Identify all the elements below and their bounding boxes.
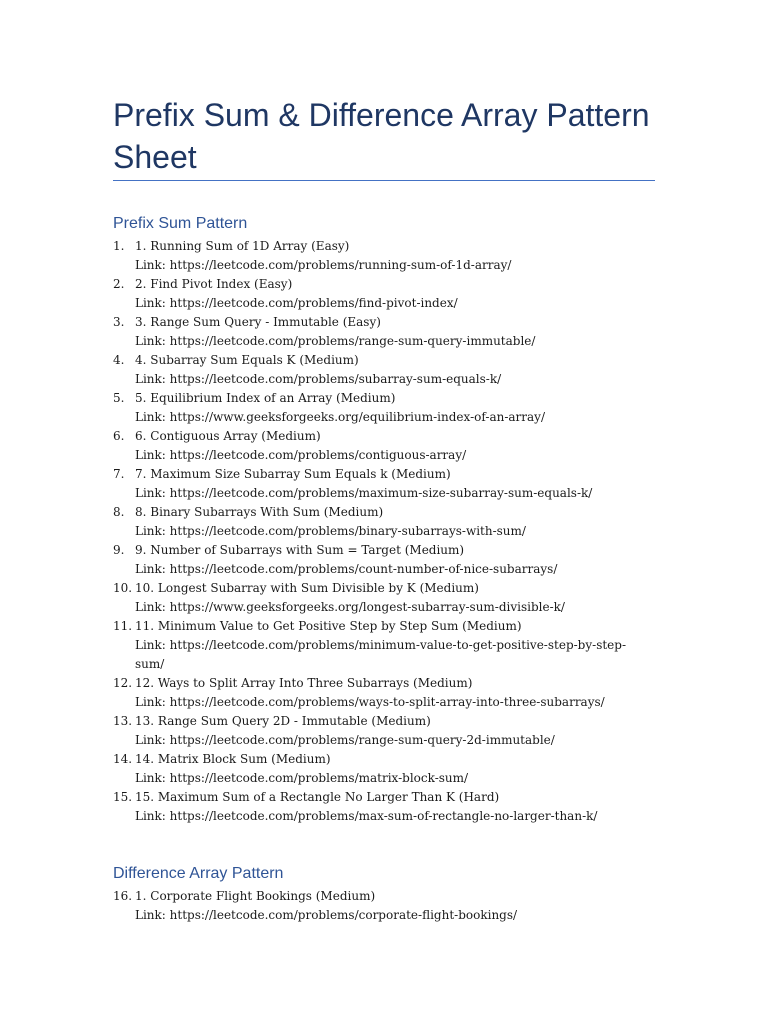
item-number: 12.	[113, 676, 133, 690]
item-body	[135, 750, 643, 788]
list-item	[113, 275, 643, 313]
problem-link[interactable]: Link: https://leetcode.com/problems/range-sum-query-2d-immutable/	[135, 733, 555, 747]
problem-title: 3. Range Sum Query - Immutable (Easy)	[135, 315, 381, 329]
item-body	[135, 237, 643, 275]
item-number: 2.	[113, 277, 125, 291]
problem-link[interactable]: Link: https://leetcode.com/problems/corporate-flight-bookings/	[135, 908, 518, 922]
item-body	[135, 541, 643, 579]
item-body	[135, 617, 643, 674]
list-item	[113, 503, 643, 541]
problem-title: 9. Number of Subarrays with Sum = Target (Medium)	[135, 543, 465, 557]
problem-link[interactable]: Link: https://leetcode.com/problems/ways-to-split-array-into-three-subarrays/	[135, 695, 605, 709]
title-divider	[113, 180, 655, 181]
problem-link[interactable]: Link: https://www.geeksforgeeks.org/longest-subarray-sum-divisible-k/	[135, 600, 565, 614]
item-number: 16.	[113, 889, 133, 903]
item-number: 8.	[113, 505, 125, 519]
problem-link[interactable]: Link: https://leetcode.com/problems/max-sum-of-rectangle-no-larger-than-k/	[135, 809, 598, 823]
item-number: 4.	[113, 353, 125, 367]
problem-link[interactable]: Link: https://leetcode.com/problems/count-number-of-nice-subarrays/	[135, 562, 558, 576]
item-body	[135, 389, 643, 427]
problem-title: 6. Contiguous Array (Medium)	[135, 429, 321, 443]
problem-link[interactable]: Link: https://www.geeksforgeeks.org/equilibrium-index-of-an-array/	[135, 410, 545, 424]
list-item	[113, 427, 643, 465]
problem-link[interactable]: Link: https://leetcode.com/problems/matrix-block-sum/	[135, 771, 469, 785]
item-number: 14.	[113, 752, 133, 766]
item-number: 15.	[113, 790, 133, 804]
list-item	[113, 541, 643, 579]
problem-title: 1. Corporate Flight Bookings (Medium)	[135, 889, 376, 903]
problem-link[interactable]: Link: https://leetcode.com/problems/binary-subarrays-with-sum/	[135, 524, 526, 538]
item-body	[135, 579, 643, 617]
problem-title: 15. Maximum Sum of a Rectangle No Larger Than K (Hard)	[135, 790, 500, 804]
list-item	[113, 351, 643, 389]
item-body	[135, 788, 643, 826]
item-number: 6.	[113, 429, 125, 443]
problem-title: 12. Ways to Split Array Into Three Subarrays (Medium)	[135, 676, 473, 690]
list-item	[113, 617, 643, 674]
section-heading-difference-array: Difference Array Pattern	[113, 865, 284, 882]
problem-title: 5. Equilibrium Index of an Array (Medium)	[135, 391, 396, 405]
list-item	[113, 788, 643, 826]
item-body	[135, 674, 643, 712]
list-item	[113, 674, 643, 712]
problem-title: 1. Running Sum of 1D Array (Easy)	[135, 239, 350, 253]
problem-title: 7. Maximum Size Subarray Sum Equals k (Medium)	[135, 467, 451, 481]
item-number: 11.	[113, 619, 133, 633]
problem-title: 2. Find Pivot Index (Easy)	[135, 277, 293, 291]
problem-link[interactable]: Link: https://leetcode.com/problems/find-pivot-index/	[135, 296, 458, 310]
item-body	[135, 712, 643, 750]
item-body	[135, 465, 643, 503]
item-body	[135, 313, 643, 351]
problem-title: 13. Range Sum Query 2D - Immutable (Medium)	[135, 714, 431, 728]
problem-link[interactable]: Link: https://leetcode.com/problems/maximum-size-subarray-sum-equals-k/	[135, 486, 593, 500]
list-item	[113, 465, 643, 503]
page-title: Prefix Sum & Difference Array Pattern Sheet	[113, 97, 650, 175]
item-body	[135, 275, 643, 313]
item-number: 9.	[113, 543, 125, 557]
item-body	[135, 503, 643, 541]
item-body	[135, 351, 643, 389]
item-number: 13.	[113, 714, 133, 728]
item-number: 1.	[113, 239, 125, 253]
problem-title: 10. Longest Subarray with Sum Divisible by K (Medium)	[135, 581, 479, 595]
problem-link[interactable]: Link: https://leetcode.com/problems/subarray-sum-equals-k/	[135, 372, 502, 386]
problem-list-difference-array	[113, 887, 643, 925]
problem-link[interactable]: Link: https://leetcode.com/problems/minimum-value-to-get-positive-step-by-step-sum/	[135, 638, 627, 671]
problem-link[interactable]: Link: https://leetcode.com/problems/range-sum-query-immutable/	[135, 334, 536, 348]
item-number: 10.	[113, 581, 133, 595]
list-item	[113, 313, 643, 351]
item-number: 3.	[113, 315, 125, 329]
item-body	[135, 427, 643, 465]
item-number: 5.	[113, 391, 125, 405]
problem-title: 4. Subarray Sum Equals K (Medium)	[135, 353, 359, 367]
item-body	[135, 887, 643, 925]
problem-link[interactable]: Link: https://leetcode.com/problems/running-sum-of-1d-array/	[135, 258, 512, 272]
problem-list-prefix-sum	[113, 237, 643, 826]
section-heading-prefix-sum: Prefix Sum Pattern	[113, 215, 248, 232]
list-item	[113, 579, 643, 617]
list-item	[113, 750, 643, 788]
problem-title: 11. Minimum Value to Get Positive Step by Step Sum (Medium)	[135, 619, 522, 633]
problem-title: 14. Matrix Block Sum (Medium)	[135, 752, 331, 766]
problem-link[interactable]: Link: https://leetcode.com/problems/contiguous-array/	[135, 448, 467, 462]
list-item	[113, 389, 643, 427]
item-number: 7.	[113, 467, 125, 481]
problem-title: 8. Binary Subarrays With Sum (Medium)	[135, 505, 384, 519]
list-item	[113, 237, 643, 275]
list-item	[113, 712, 643, 750]
list-item	[113, 887, 643, 925]
